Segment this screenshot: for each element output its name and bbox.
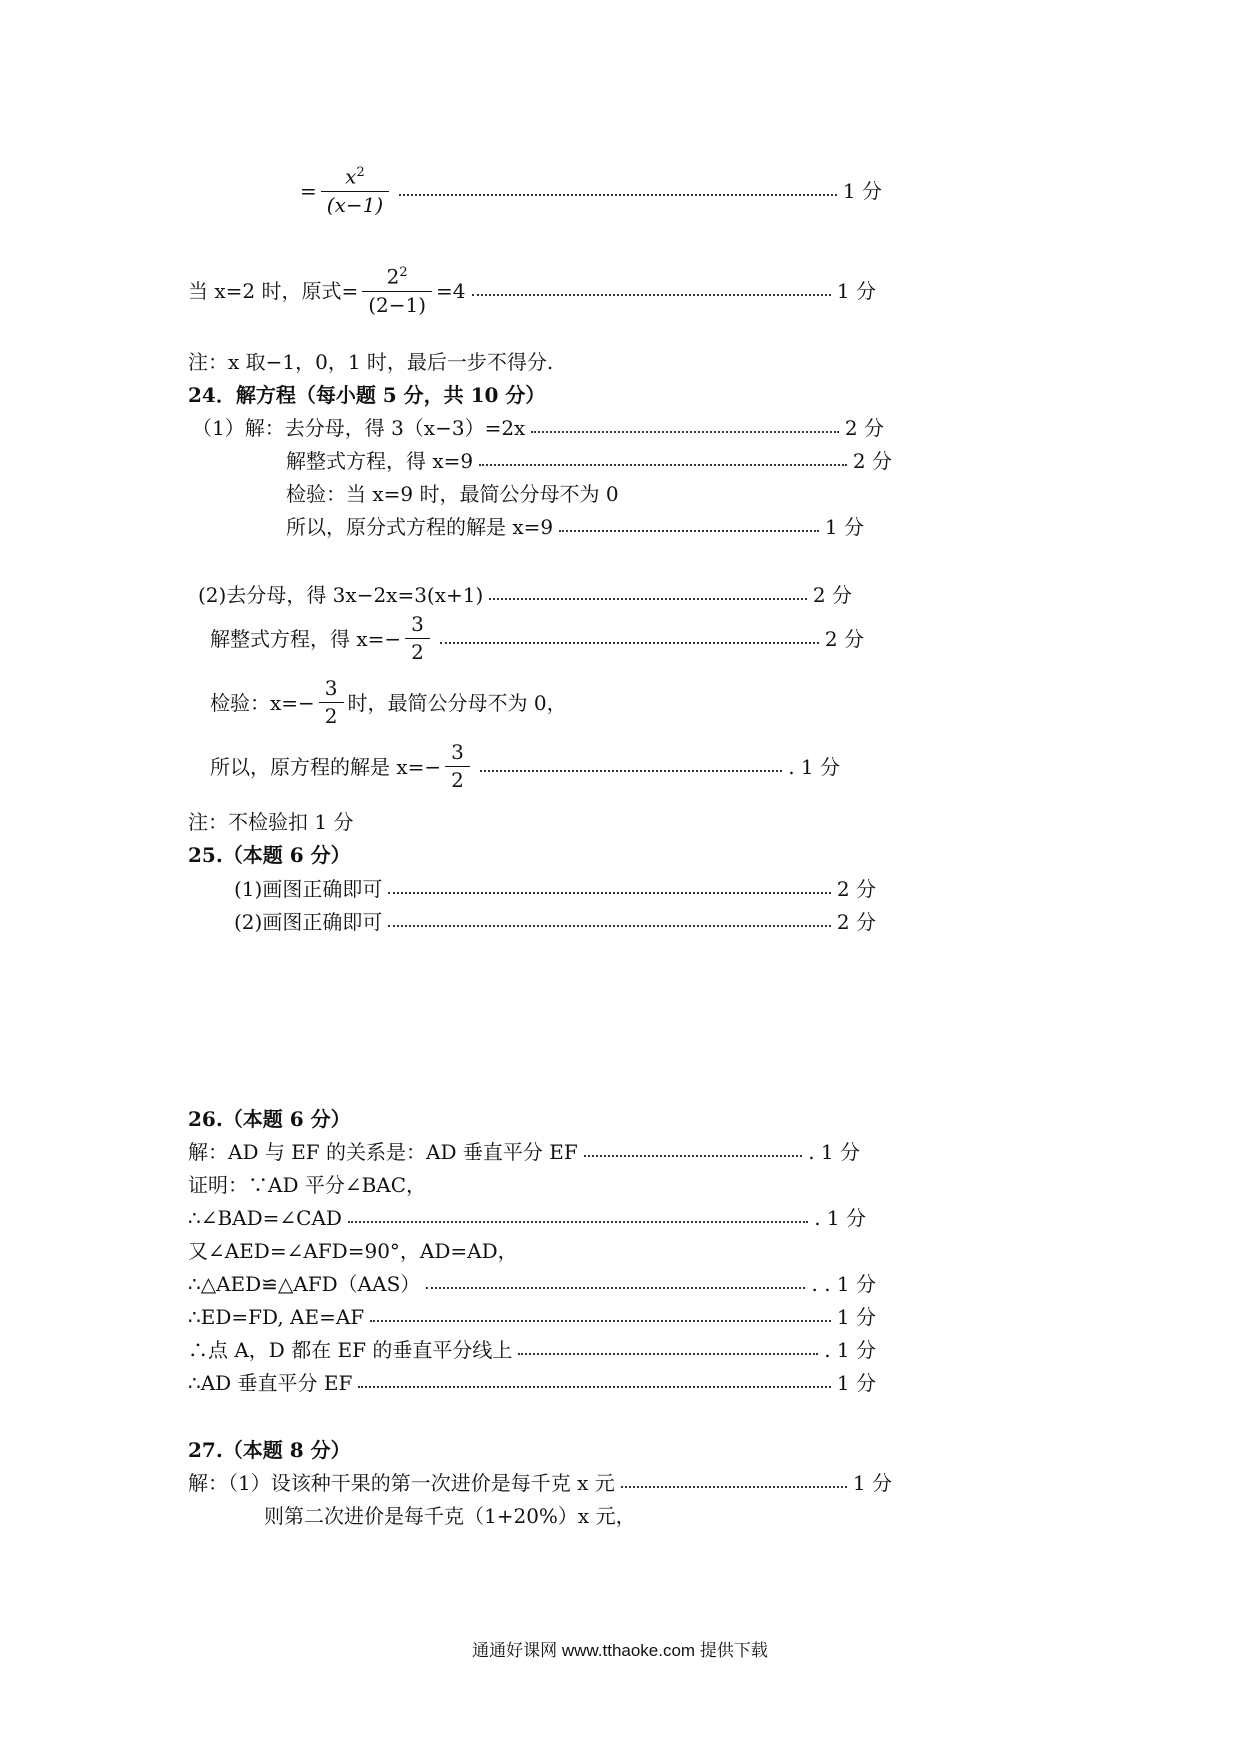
fraction-numerator: $x^2$ [345,164,365,189]
line-text: 检验：x=− [210,690,315,715]
q26-line-6 [188,1304,876,1330]
dot-leader [426,1287,805,1289]
line-text: ∴点 A，D 都在 EF 的垂直平分线上 [188,1338,513,1362]
fraction-denominator: (x−1) [321,191,389,216]
score: 2 分 [812,583,852,607]
fraction-numerator: 3 [411,612,424,636]
q24-p2-line-1 [198,582,852,608]
score: 1 分 [836,278,876,303]
line-text: ∴∠BAD=∠CAD [188,1206,342,1230]
fraction-3-over-2 [405,614,430,663]
dot-leader [388,892,831,894]
line-text: (2)画图正确即可 [234,910,383,934]
q24-p1-line-4 [286,514,864,540]
q24-p1-line-3: 检验：当 x=9 时，最简公分母不为 0 [286,482,619,506]
dot-leader [440,642,819,644]
q26-line-2: 证明：∵AD 平分∠BAC， [188,1173,427,1197]
calc-line-2 [188,266,876,316]
score: 2 分 [836,877,876,901]
dot-leader [518,1353,818,1355]
q24-p2-line-2 [210,614,864,663]
q24-p1-line-1 [192,415,884,441]
score: . . 1 分 [811,1272,876,1296]
line-text: （1）解：去分母，得 3（x−3）=2x [192,416,526,440]
score: 1 分 [836,1371,876,1395]
q25-line-2 [234,909,876,935]
score: 1 分 [824,515,864,539]
score: 1 分 [836,1305,876,1329]
q27-title: 27.（本题 8 分） [188,1438,351,1462]
line-text: 解：（1）设该种干果的第一次进价是每千克 x 元 [188,1471,615,1495]
line-text: 解：AD 与 EF 的关系是：AD 垂直平分 EF [188,1140,578,1164]
dot-leader [480,770,782,772]
q24-p2-line-3 [210,678,567,727]
dot-leader [489,598,807,600]
dot-leader [621,1486,847,1488]
q26-line-8 [188,1370,876,1396]
dot-leader [584,1155,803,1157]
dot-leader [531,431,839,433]
dot-leader [348,1221,808,1223]
line-text: 解整式方程，得 x=− [210,626,402,651]
q24-title: 24．解方程（每小题 5 分，共 10 分） [188,383,546,407]
dot-leader [472,294,831,296]
q26-title: 26.（本题 6 分） [188,1107,351,1131]
score: 1 分 [852,1471,892,1495]
fraction-numerator: $2^2$ [386,264,408,289]
line-text: (1)画图正确即可 [234,877,383,901]
q26-line-5 [188,1271,876,1297]
score: . 1 分 [824,1338,876,1362]
line-text-suffix: 时，最简公分母不为 0， [347,690,567,715]
calc-note: 注：x 取−1，0，1 时，最后一步不得分. [188,350,554,374]
score: 1 分 [842,178,882,203]
dot-leader [370,1320,831,1322]
q26-line-3 [188,1205,866,1231]
dot-leader [479,464,847,466]
q26-line-4: 又∠AED=∠AFD=90°，AD=AD， [188,1239,518,1263]
dot-leader [388,925,831,927]
q27-line-1 [188,1470,892,1496]
fraction-2-squared-over-2-1 [362,266,432,316]
q24-p2-line-4 [210,742,840,791]
fraction-denominator: (2−1) [362,291,432,316]
result: =4 [436,278,466,303]
fraction-denominator: 2 [445,766,470,791]
fraction-numerator: 3 [324,676,338,700]
line-text: 所以，原分式方程的解是 x=9 [286,515,554,539]
fraction-denominator: 2 [405,638,430,663]
score: 2 分 [824,626,864,651]
score: 2 分 [836,910,876,934]
q26-line-1 [188,1139,860,1165]
q25-line-1 [234,876,876,902]
q26-line-7 [188,1337,876,1363]
fraction-3-over-2 [445,742,470,791]
line-text: 解整式方程，得 x=9 [286,449,474,473]
q24-note: 注：不检验扣 1 分 [188,810,354,834]
when-text: 当 x=2 时，原式= [188,278,359,303]
score: . 1 分 [788,754,840,779]
fraction-denominator: 2 [319,702,344,727]
dot-leader [559,530,819,532]
score: 2 分 [852,449,892,473]
footer-credit: 通通好课网 www.tthaoke.com 提供下载 [472,1641,768,1660]
line-text: 所以，原方程的解是 x=− [210,754,442,779]
equals-sign: = [300,178,317,203]
fraction-3-over-2 [319,678,344,727]
calc-line-1 [300,166,882,216]
score: 2 分 [844,416,884,440]
line-text: ∴△AED≌△AFD（AAS） [188,1272,421,1296]
line-text: (2)去分母，得 3x−2x=3(x+1) [198,583,484,607]
fraction-numerator: 3 [451,740,464,764]
dot-leader [399,194,837,196]
fraction-x2-over-x-1 [321,166,389,216]
score: . 1 分 [814,1206,866,1230]
q24-p1-line-2 [286,448,892,474]
score: . 1 分 [808,1140,860,1164]
q25-title: 25.（本题 6 分） [188,843,351,867]
q27-line-2: 则第二次进价是每千克（1+20%）x 元， [264,1504,636,1528]
line-text: ∴AD 垂直平分 EF [188,1371,353,1395]
line-text: ∴ED=FD, AE=AF [188,1305,365,1329]
dot-leader [358,1386,831,1388]
